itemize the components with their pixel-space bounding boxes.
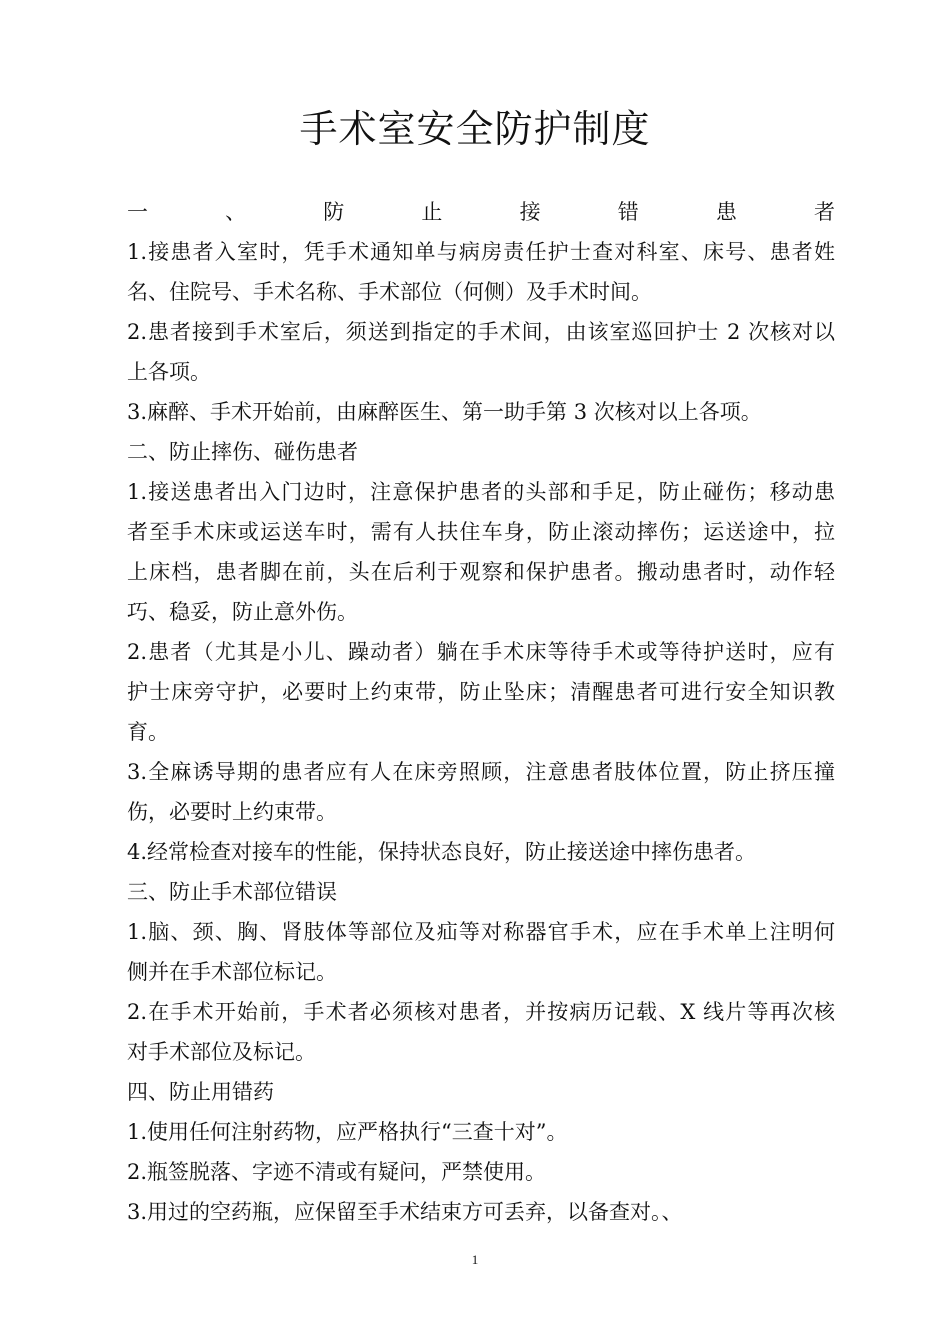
body-line: 侧并在手术部位标记。: [127, 960, 337, 984]
body-line: 3.全麻诱导期的患者应有人在床旁照顾，注意患者肢体位置，防止挤压撞: [127, 760, 835, 784]
body-line: 1.接患者入室时，凭手术通知单与病房责任护士查对科室、床号、患者姓: [127, 240, 835, 264]
body-line: 2.瓶签脱落、字迹不清或有疑问，严禁使用。: [127, 1160, 547, 1184]
document-body: [127, 192, 835, 1232]
body-line: 2.在手术开始前，手术者必须核对患者，并按病历记载、X 线片等再次核: [127, 1000, 835, 1024]
body-line: 2.患者接到手术室后，须送到指定的手术间，由该室巡回护士 2 次核对以: [127, 320, 835, 344]
body-line: 1.接送患者出入门边时，注意保护患者的头部和手足，防止碰伤；移动患: [127, 480, 835, 504]
section-heading: 一、防止接错患者: [127, 200, 835, 224]
body-line: 巧、稳妥，防止意外伤。: [127, 600, 358, 624]
body-line: 上各项。: [127, 360, 211, 384]
body-line: 1.使用任何注射药物，应严格执行“三查十对”。: [127, 1120, 568, 1144]
body-line: 护士床旁守护，必要时上约束带，防止坠床；清醒患者可进行安全知识教: [127, 680, 835, 704]
section-heading: 三、防止手术部位错误: [127, 880, 337, 904]
document-title: 手术室安全防护制度: [299, 107, 651, 151]
body-line: 2.患者（尤其是小儿、躁动者）躺在手术床等待手术或等待护送时，应有: [127, 640, 835, 664]
body-line: 3.麻醉、手术开始前，由麻醉医生、第一助手第 3 次核对以上各项。: [127, 400, 762, 424]
body-line: 3.用过的空药瓶，应保留至手术结束方可丢弃，以备查对。、: [127, 1200, 683, 1224]
body-line: 4.经常检查对接车的性能，保持状态良好，防止接送途中摔伤患者。: [127, 840, 757, 864]
body-line: 育。: [127, 720, 169, 744]
page-number: 1: [471, 1252, 479, 1267]
body-line: 伤，必要时上约束带。: [127, 800, 337, 824]
section-heading: 二、防止摔伤、碰伤患者: [127, 440, 358, 464]
body-line: 名、住院号、手术名称、手术部位（何侧）及手术时间。: [127, 280, 652, 304]
body-line: 者至手术床或运送车时，需有人扶住车身，防止滚动摔伤；运送途中，拉: [127, 520, 835, 544]
body-line: 1.脑、颈、胸、肾肢体等部位及疝等对称器官手术，应在手术单上注明何: [127, 920, 835, 944]
section-heading: 四、防止用错药: [127, 1080, 274, 1104]
body-line: 对手术部位及标记。: [127, 1040, 316, 1064]
body-line: 上床档，患者脚在前，头在后利于观察和保护患者。搬动患者时，动作轻: [127, 560, 835, 584]
